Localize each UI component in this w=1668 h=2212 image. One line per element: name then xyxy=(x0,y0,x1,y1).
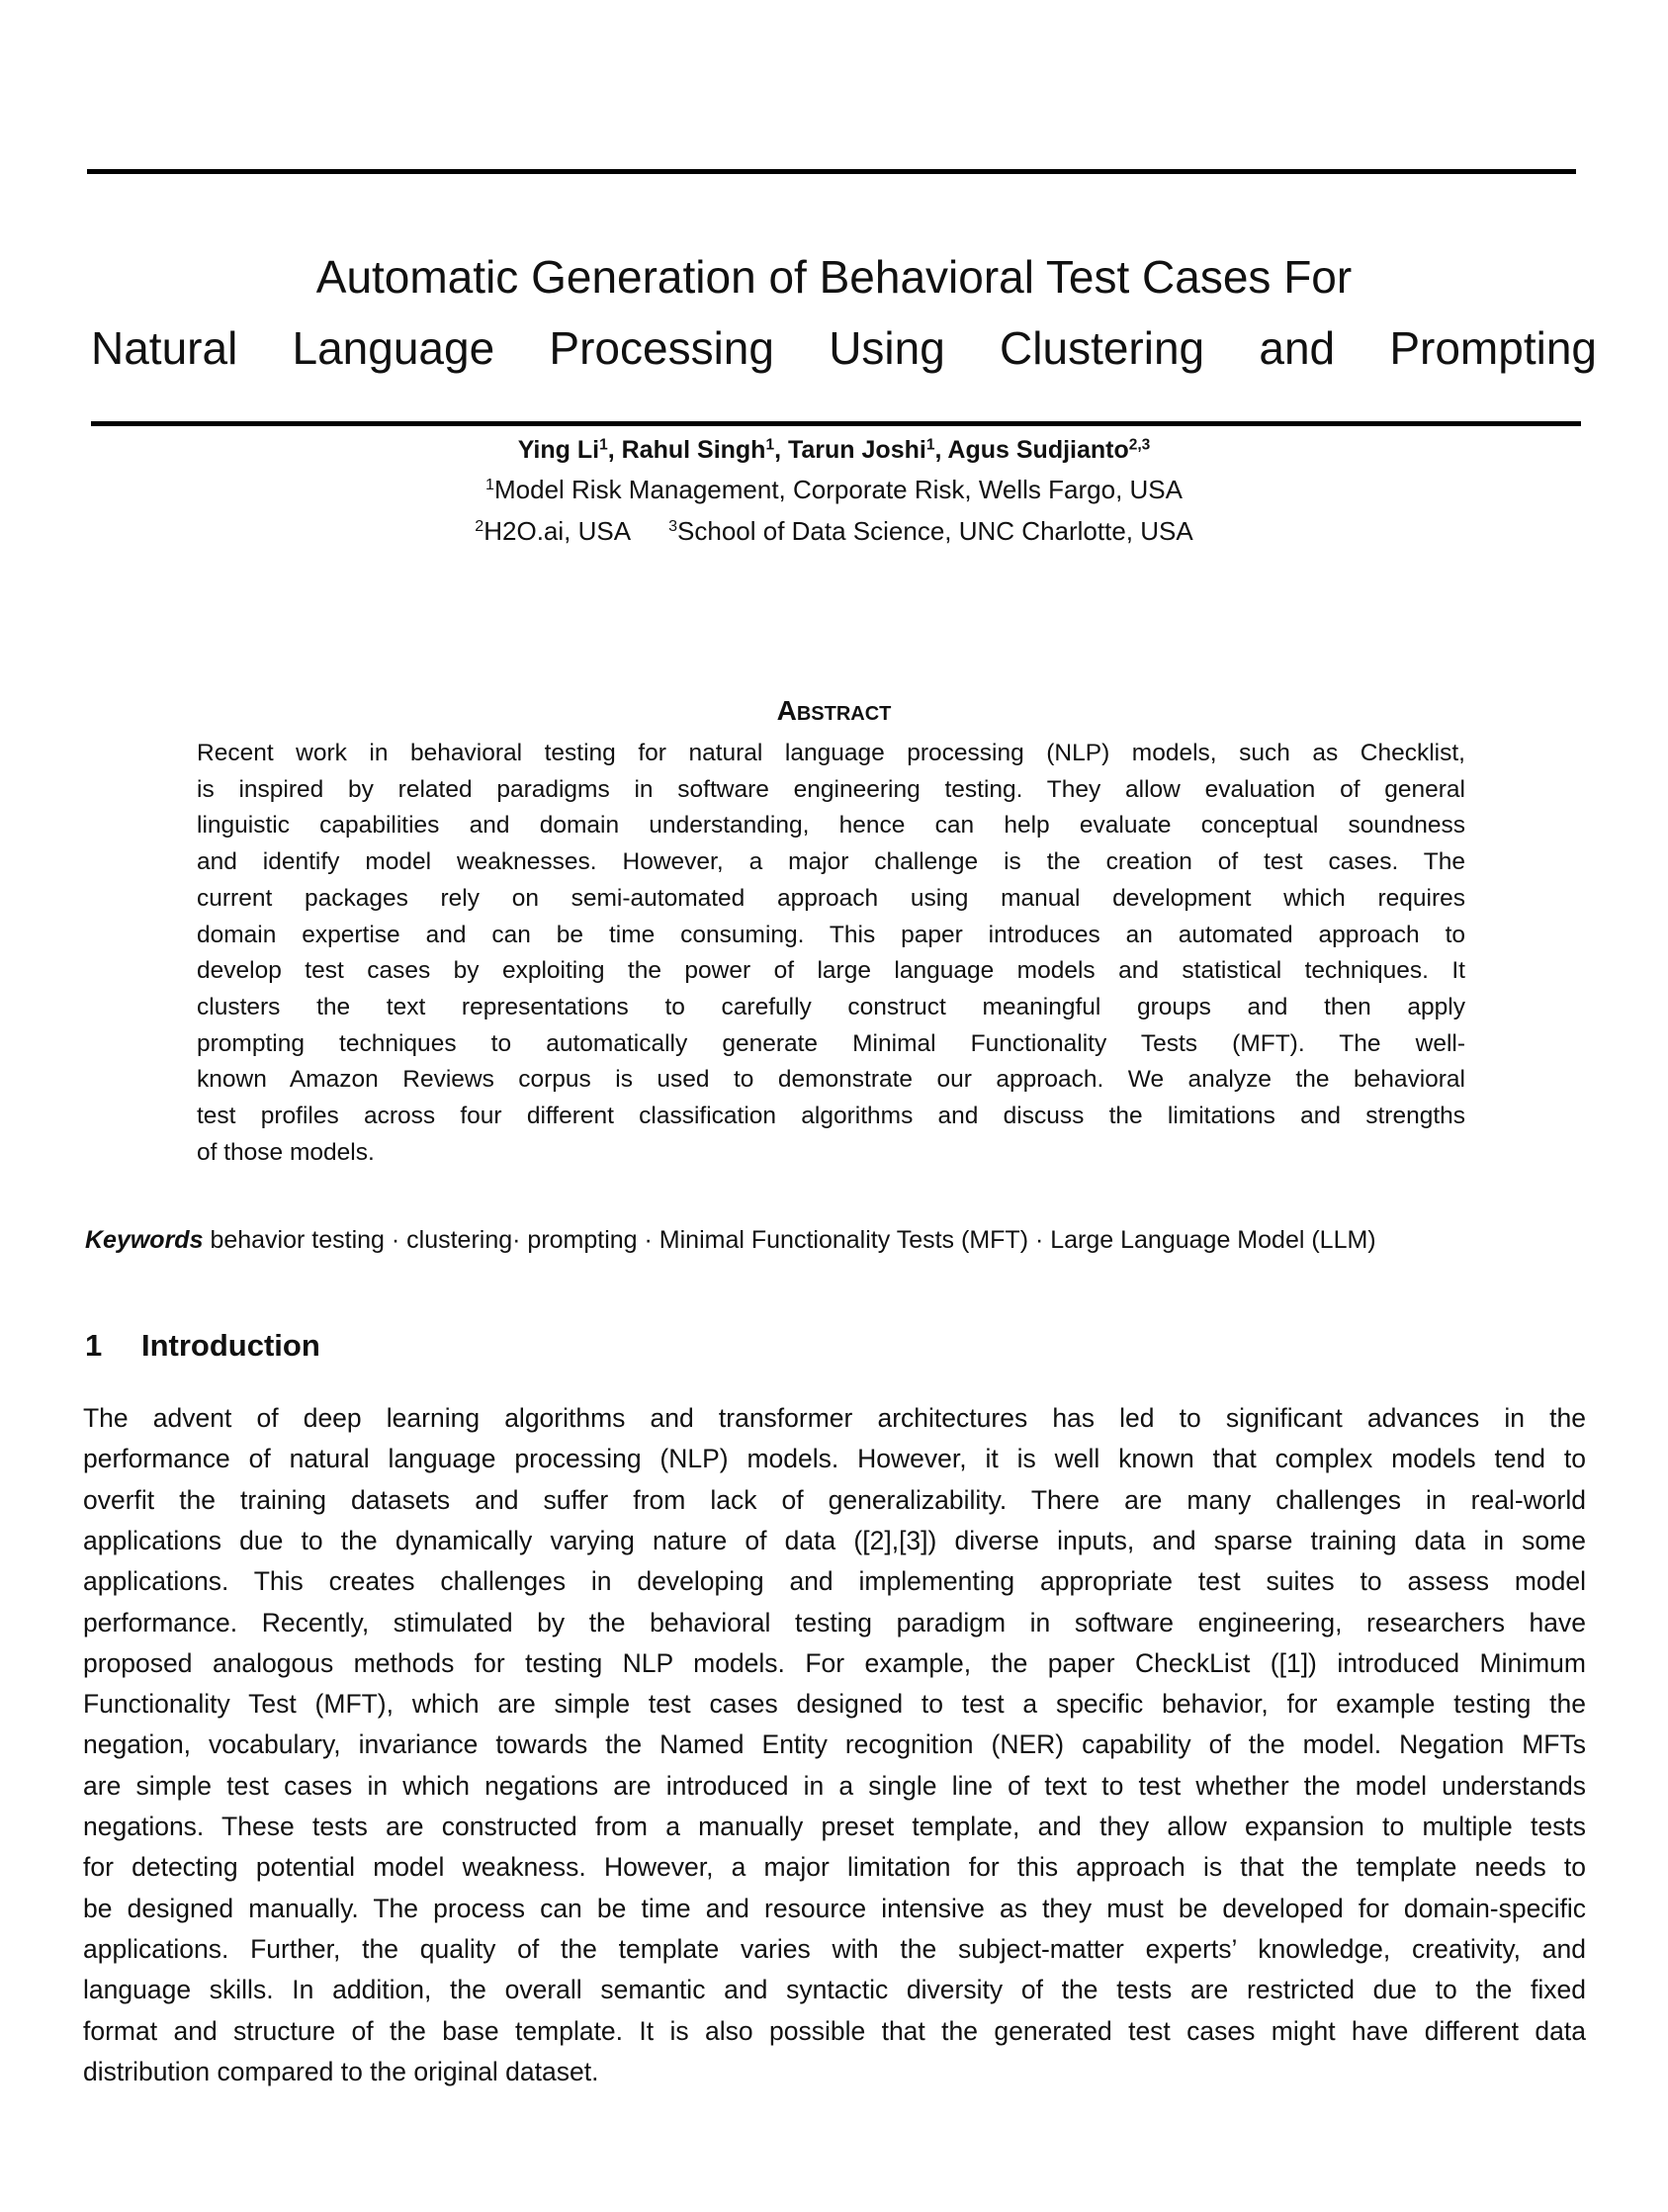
paragraph-line: applications. This creates challenges in developing and implementing appropriate test suites to assess model xyxy=(83,1566,1586,1597)
paragraph-line: The advent of deep learning algorithms and transformer architectures has led to significant advances in the xyxy=(83,1403,1586,1433)
affiliation-text: H2O.ai, USA xyxy=(483,516,632,546)
affiliation-1 xyxy=(0,475,1668,504)
paper-title-line-2: Natural Language Processing Using Clustering and Prompting xyxy=(91,322,1597,374)
paper-title-line-1: Automatic Generation of Behavioral Test Cases For xyxy=(315,251,1353,303)
abstract-line: is inspired by related paradigms in software engineering testing. They allow evaluation of general xyxy=(197,775,1465,803)
section-number: 1 xyxy=(85,1328,103,1363)
paragraph-line: proposed analogous methods for testing NLP models. For example, the paper CheckList ([1]) introduced Minimum xyxy=(83,1647,1586,1678)
keywords xyxy=(85,1224,1376,1256)
author-name: Ying Li xyxy=(517,436,600,464)
abstract-heading: Abstract xyxy=(776,695,892,726)
keywords-label: Keywords xyxy=(85,1226,204,1254)
affiliation-2-3 xyxy=(0,516,1668,546)
author-list: Ying Li$^1$, Rahul Singh$^1$, Tarun Joshi$^1$, Agus Sudjianto$^{2,3}$ xyxy=(517,436,1151,464)
paragraph-line: negation, vocabulary, invariance towards the Named Entity recognition (NER) capability of the model. Negation MFTs xyxy=(83,1729,1586,1760)
paragraph-line: format and structure of the base template. It is also possible that the generated test cases might have different data xyxy=(83,2015,1586,2046)
title-top-rule xyxy=(87,169,1576,174)
affiliation-mark: 1 xyxy=(485,476,494,494)
paragraph-line: distribution compared to the original dataset. xyxy=(83,2056,599,2086)
title-bottom-rule xyxy=(91,421,1581,426)
abstract-line: prompting techniques to automatically generate Minimal Functionality Tests (MFT). The well- xyxy=(197,1029,1465,1057)
affiliation-mark: 3 xyxy=(668,517,678,536)
abstract-line: develop test cases by exploiting the power of large language models and statistical techniques. It xyxy=(197,957,1465,985)
abstract-line: domain expertise and can be time consuming. This paper introduces an automated approach to xyxy=(197,921,1465,948)
paragraph-line: are simple test cases in which negations are introduced in a single line of text to test whether the model understands xyxy=(83,1770,1586,1801)
abstract-line: current packages rely on semi-automated approach using manual development which requires xyxy=(197,884,1465,912)
paragraph-line: language skills. In addition, the overall semantic and syntactic diversity of the tests are restricted due to the fixed xyxy=(83,1975,1586,2005)
keywords-text: behavior testing · clustering· prompting · Minimal Functionality Tests (MFT) · Large Language Model (LLM) xyxy=(210,1226,1376,1254)
abstract-line: test profiles across four different classification algorithms and discuss the limitations and strengths xyxy=(197,1103,1465,1129)
paragraph-line: be designed manually. The process can be time and resource intensive as they must be developed for domain-specific xyxy=(83,1893,1586,1923)
paragraph-line: overfit the training datasets and suffer from lack of generalizability. There are many challenges in real-world xyxy=(83,1484,1586,1515)
paragraph-line: applications due to the dynamically varying nature of data ([2],[3]) diverse inputs, and sparse training data in some xyxy=(83,1525,1586,1555)
paragraph-line: for detecting potential model weakness. However, a major limitation for this approach is that the template needs to xyxy=(83,1852,1586,1883)
author-name: Tarun Joshi xyxy=(787,436,926,464)
abstract-line: and identify model weaknesses. However, a major challenge is the creation of test cases. The xyxy=(197,848,1465,876)
author-affiliation-mark: 1 xyxy=(599,436,608,454)
paragraph-line: performance. Recently, stimulated by the behavioral testing paradigm in software engineering, researchers have xyxy=(83,1607,1586,1637)
author-affiliation-mark: 1 xyxy=(925,436,935,454)
abstract-line: Recent work in behavioral testing for natural language processing (NLP) models, such as Checklist, xyxy=(197,740,1465,766)
section-title: Introduction xyxy=(141,1328,320,1363)
affiliation-mark: 2 xyxy=(475,517,484,536)
affiliation-text: School of Data Science, UNC Charlotte, USA xyxy=(677,516,1193,546)
paragraph-line: negations. These tests are constructed from a manually preset template, and they allow expansion to multiple tests xyxy=(83,1812,1586,1841)
affiliation-text: Model Risk Management, Corporate Risk, Wells Fargo, USA xyxy=(493,475,1183,504)
author-affiliation-mark: 2,3 xyxy=(1128,436,1151,454)
paragraph-line: performance of natural language processing (NLP) models. However, it is well known that complex models tend to xyxy=(83,1444,1586,1474)
author-name: Rahul Singh xyxy=(621,436,766,464)
author-name: Agus Sudjianto xyxy=(947,436,1129,464)
paragraph-line: Functionality Test (MFT), which are simple test cases designed to test a specific behavior, for example testing the xyxy=(83,1689,1586,1720)
abstract-line: of those models. xyxy=(197,1138,375,1166)
abstract-line: clusters the text representations to carefully construct meaningful groups and then apply xyxy=(197,993,1465,1020)
abstract-line: linguistic capabilities and domain understanding, hence can help evaluate conceptual soundness xyxy=(197,812,1465,840)
section-heading-introduction xyxy=(85,1327,320,1365)
paragraph-line: applications. Further, the quality of the template varies with the subject-matter experts’ knowledge, creativity, and xyxy=(83,1933,1586,1964)
abstract-line: known Amazon Reviews corpus is used to demonstrate our approach. We analyze the behavioral xyxy=(197,1066,1465,1094)
author-affiliation-mark: 1 xyxy=(765,436,775,454)
